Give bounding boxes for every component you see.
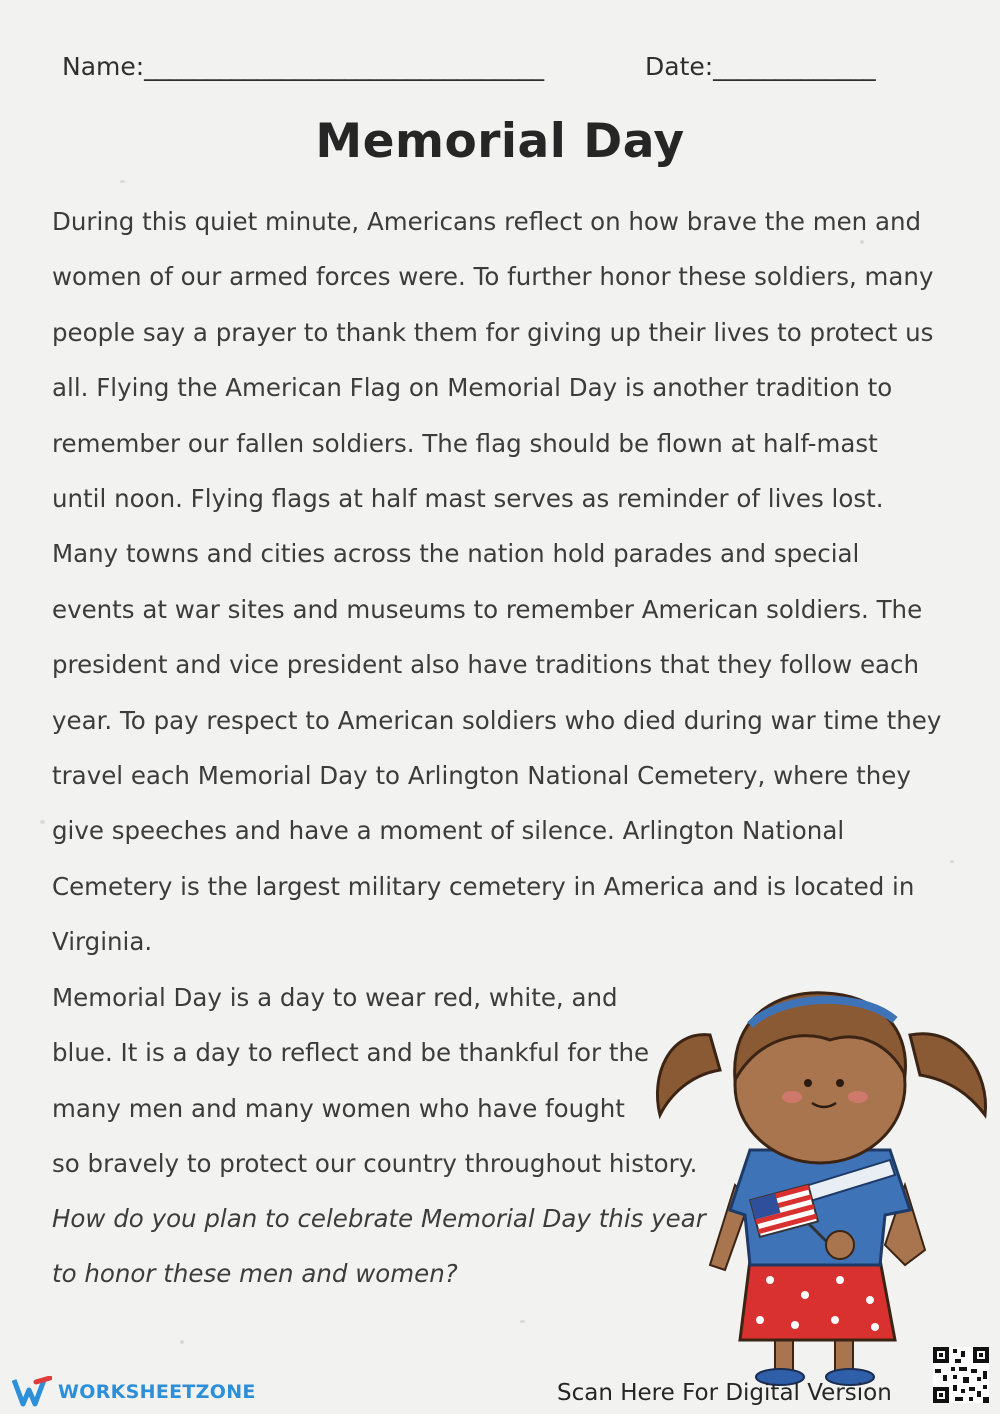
text-line: During this quiet minute, Americans reflect on how brave the men and [52,207,922,236]
text-line: blue. It is a day to reflect and be thankful for the [52,1038,650,1068]
text-line: year. To pay respect to American soldiers who died during war time they [52,705,942,735]
worksheetzone-logo-icon [12,1376,52,1408]
text-line: Many towns and cities across the nation hold parades and special [52,539,860,569]
scan-instruction: Scan Here For Digital Version [557,1380,892,1406]
text-line: president and vice president also have traditions that they follow each [52,650,920,680]
worksheetzone-logo[interactable] [12,1374,256,1410]
text-line: give speeches and have a moment of silence. Arlington National [52,816,845,846]
main-paragraph [52,194,957,970]
text-line: travel each Memorial Day to Arlington National Cemetery, where they [52,761,911,791]
text-line: women of our armed forces were. To further honor these soldiers, many [52,262,934,292]
second-paragraph [52,970,712,1192]
text-line: many men and many women who have fought [52,1093,625,1123]
qr-code-icon[interactable] [933,1347,989,1403]
text-line: remember our fallen soldiers. The flag should be flown at half-mast [52,428,878,458]
text-line: events at war sites and museums to remember American soldiers. The [52,594,923,624]
text-line: people say a prayer to thank them for giving up their lives to protect us [52,317,934,347]
text-line: Cemetery is the largest military cemetery in America and is located in [52,871,915,901]
page-title: Memorial Day [315,114,685,169]
question-prompt [52,1191,732,1302]
text-line: Memorial Day is a day to wear red, white, and [52,983,618,1012]
question-line: How do you plan to celebrate Memorial Day this year [52,1204,706,1233]
date-field: Date:_____________ [645,52,876,81]
text-line: so bravely to protect our country throughout history. [52,1149,698,1179]
text-line: until noon. Flying flags at half mast serves as reminder of lives lost. [52,484,884,514]
name-field: Name:________________________________ [62,52,545,81]
girl-with-american-flag-illustration [640,975,1000,1395]
text-line: all. Flying the American Flag on Memorial Day is another tradition to [52,373,893,403]
question-line: to honor these men and women? [52,1259,458,1289]
text-line: Virginia. [52,927,153,957]
logo-text: WORKSHEETZONE [58,1381,256,1403]
